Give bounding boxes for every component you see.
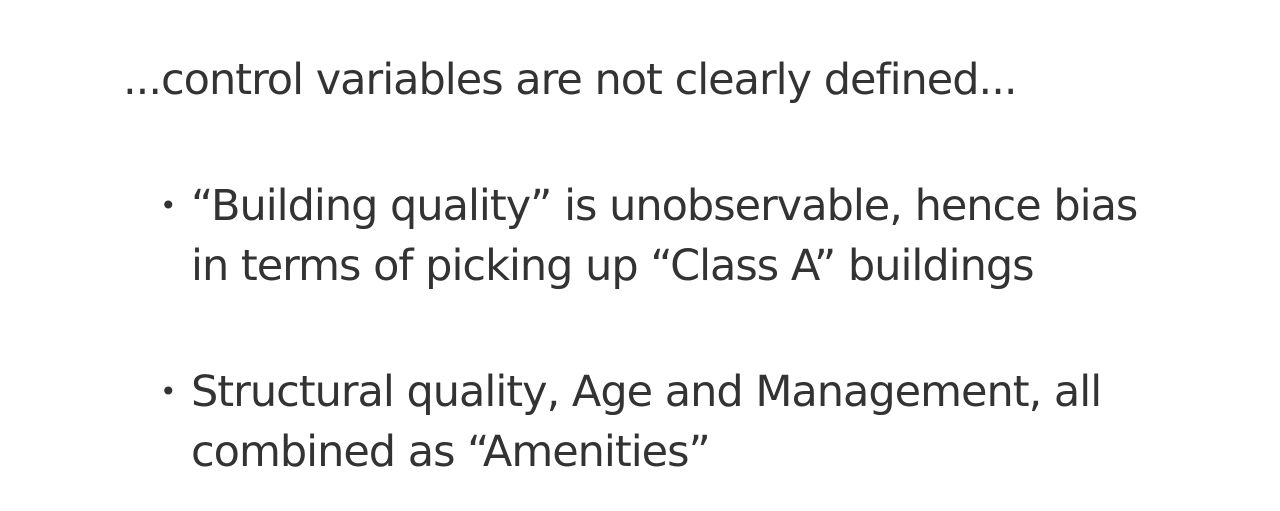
bullet-line: “Building quality” is unobservable, hence bias: [191, 181, 1138, 231]
bullet-text: [191, 176, 1137, 296]
intro-text: ...control variables are not clearly defined...: [123, 55, 1017, 105]
bullet-line: combined as “Amenities”: [191, 427, 710, 477]
bullet-item: [160, 362, 1160, 482]
bullet-text: [191, 362, 1101, 482]
bullet-line: in terms of picking up “Class A” buildings: [191, 241, 1034, 291]
bullet-dot-icon: •: [160, 189, 177, 222]
bullet-dot-icon: •: [160, 375, 177, 408]
bullet-line: Structural quality, Age and Management, all: [191, 367, 1102, 417]
bullet-item: [160, 176, 1160, 296]
